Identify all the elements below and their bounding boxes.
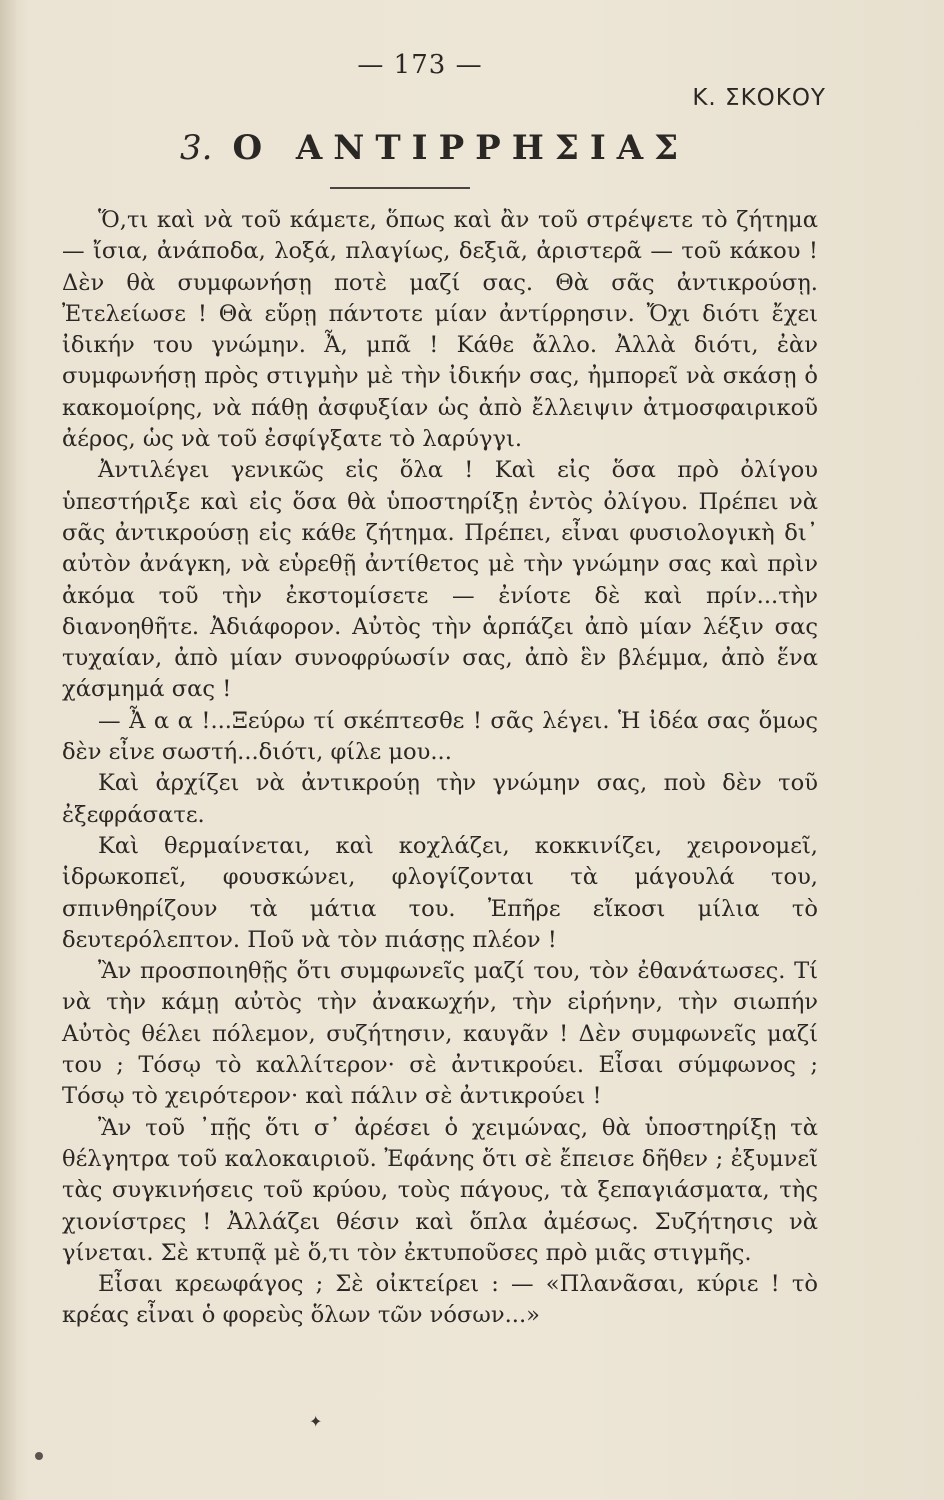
- paragraph: Ὅ,τι καὶ νὰ τοῦ κάμετε, ὅπως καὶ ἂν τοῦ στρέψετε τὸ ζήτημα — ἴσια, ἀνάποδα, λοξά, πλαγίως, δεξιᾶ, ἀριστερᾶ — τοῦ κάκου ! Δὲν θὰ συμφωνήσῃ ποτὲ μαζί σας. Θὰ σᾶς ἀντικρούσῃ. Ἐτελείωσε ! Θὰ εὕρῃ πάντοτε μίαν ἀντίρρησιν. Ὄχι διότι ἔχει ἰδικήν του γνώμην. Ἆ, μπᾶ ! Κάθε ἄλλο. Ἀλλὰ διότι, ἐὰν συμφωνήσῃ πρὸς στιγμὴν μὲ τὴν ἰδικήν σας, ἠμπορεῖ νὰ σκάσῃ ὁ κακομοίρης, νὰ πάθῃ ἀσφυξίαν ὡς ἀπὸ ἔλλειψιν ἀτμοσφαιρικοῦ ἀέρος, ὡς νὰ τοῦ ἐσφίγξατε τὸ λαρύγγι.: [62, 207, 818, 453]
- paragraph: Καὶ ἀρχίζει νὰ ἀντικρούῃ τὴν γνώμην σας, ποὺ δὲν τοῦ ἐξεφράσατε.: [62, 770, 818, 828]
- paragraph: Ἀντιλέγει γενικῶς εἰς ὅλα ! Καὶ εἰς ὅσα πρὸ ὀλίγου ὑπεστήριξε καὶ εἰς ὅσα θὰ ὑποστηρίξῃ ἐντὸς ὀλίγου. Πρέπει νὰ σᾶς ἀντικρούσῃ εἰς κάθε ζήτημα. Πρέπει, εἶναι φυσιολογικὴ δι᾿ αὐτὸν ἀνάγκη, νὰ εὑρεθῇ ἀντίθετος μὲ τὴν γνώμην σας καὶ πρὶν ἀκόμα τοῦ τὴν ἐκστομίσετε — ἐνίοτε δὲ καὶ πρίν...τὴν διανοηθῆτε. Ἀδιάφορον. Αὐτὸς τὴν ἁρπάζει ἀπὸ μίαν λέξιν σας τυχαίαν, ἀπὸ μίαν συνοφρύωσίν σας, ἀπὸ ἓν βλέμμα, ἀπὸ ἕνα χάσμημά σας !: [62, 457, 818, 703]
- body-text: [62, 205, 818, 1332]
- author-name: Κ. ΣΚΟΚΟΥ: [692, 85, 826, 111]
- ink-spot-mark: [35, 1452, 43, 1460]
- paragraph: Καὶ θερμαίνεται, καὶ κοχλάζει, κοκκινίζει, χειρονομεῖ, ἱδρωκοπεῖ, φουσκώνει, φλογίζονται τὰ μάγουλά του, σπινθηρίζουν τὰ μάτια του. Ἐπῆρε εἴκοσι μίλια τὸ δευτερόλεπτον. Ποῦ νὰ τὸν πιάσῃς πλέον !: [62, 832, 818, 953]
- title-divider: [330, 187, 470, 189]
- page-spine: [0, 0, 16, 1500]
- paragraph: Ἂν τοῦ ᾿πῇς ὅτι σ᾿ ἀρέσει ὁ χειμώνας, θὰ ὑποστηρίξῃ τὰ θέλγητρα τοῦ καλοκαιριοῦ. Ἐφάνης ὅτι σὲ ἔπεισε δῆθεν ; ἐξυμνεῖ τὰς συγκινήσεις τοῦ κρύου, τοὺς πάγους, τὰ ξεπαγιάσματα, τὴς χιονίστρες ! Ἀλλάζει θέσιν καὶ ὅπλα ἀμέσως. Συζήτησις νὰ γίνεται. Σὲ κτυπᾷ μὲ ὅ,τι τὸν ἐκτυποῦσες πρὸ μιᾶς στιγμῆς.: [62, 1114, 818, 1266]
- paragraph: Ἂν προσποιηθῇς ὅτι συμφωνεῖς μαζί του, τὸν ἐθανάτωσες. Τί νὰ τὴν κάμῃ αὐτὸς τὴν ἀνακωχήν, τὴν εἰρήνην, τὴν σιωπήν Αὐτὸς θέλει πόλεμον, συζήτησιν, καυγᾶν ! Δὲν συμφωνεῖς μαζί του ; Τόσῳ τὸ καλλίτερον· σὲ ἀντικρούει. Εἶσαι σύμφωνος ; Τόσῳ τὸ χειρότερον· καὶ πάλιν σὲ ἀντικρούει !: [62, 958, 818, 1110]
- paragraph: Εἶσαι κρεωφάγος ; Σὲ οἰκτείρει : — «Πλανᾶσαι, κύριε ! τὸ κρέας εἶναι ὁ φορεὺς ὅλων τῶν νόσων...»: [62, 1271, 818, 1329]
- page-number: — 173 —: [357, 50, 483, 80]
- chapter-number: 3.: [180, 128, 213, 168]
- chapter-title: Ο ΑΝΤΙΡΡΗΣΙΑΣ: [232, 128, 690, 168]
- print-mark-icon: ✦: [309, 1412, 323, 1431]
- chapter-heading: [180, 128, 689, 168]
- paragraph: — Ἆ α α !...Ξεύρω τί σκέπτεσθε ! σᾶς λέγει. Ἡ ἰδέα σας ὅμως δὲν εἶνε σωστή...διότι, φίλε μου...: [62, 707, 818, 766]
